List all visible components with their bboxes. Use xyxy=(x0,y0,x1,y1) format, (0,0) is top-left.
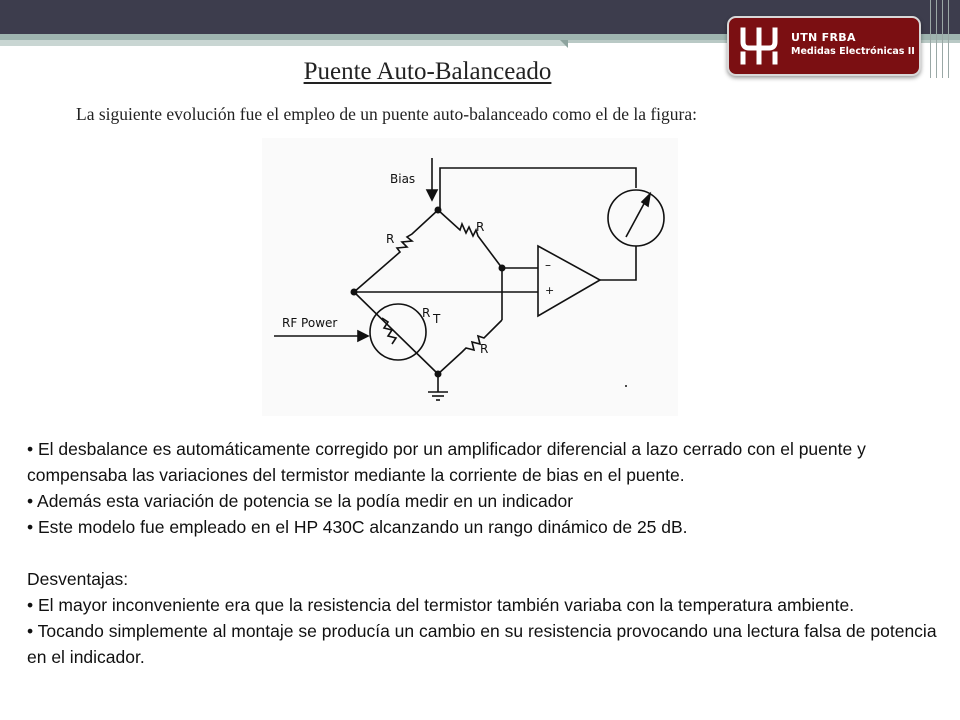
bias-label: Bias xyxy=(390,172,416,186)
feedback-wire xyxy=(440,168,636,208)
resistor-r-top-right xyxy=(438,210,502,268)
rf-arrow-icon xyxy=(358,331,368,341)
resistor-r-left xyxy=(354,210,438,292)
meter-needle xyxy=(626,200,646,237)
decor-line xyxy=(942,0,943,78)
disadvantage-item: • Tocando simplemente al montaje se producía un cambio en su resistencia provocando una lectura falsa de potencia en el indicador. xyxy=(27,621,937,667)
rf-power-label: RF Power xyxy=(282,316,338,330)
bias-arrow-icon xyxy=(427,190,437,200)
decor-line xyxy=(930,0,931,78)
node-right xyxy=(499,265,506,272)
slide-intro: La siguiente evolución fue el empleo de un puente auto-balanceado como el de la figura: xyxy=(76,104,698,124)
node-top xyxy=(435,207,442,214)
thermistor-icon xyxy=(370,304,426,360)
logo-title: UTN FRBA xyxy=(791,31,856,44)
banner-accent-strip-light xyxy=(0,40,568,46)
resistor-r-bottom-right xyxy=(438,320,502,374)
r-top-right-label: R xyxy=(476,220,485,234)
slide-title: Puente Auto-Balanceado xyxy=(303,58,552,85)
disadvantages-heading: Desventajas: xyxy=(27,569,129,589)
output-wire xyxy=(600,246,636,280)
bridge-circuit-figure xyxy=(262,138,678,416)
opamp-plus-label: + xyxy=(545,284,555,297)
circuit-diagram xyxy=(262,138,678,416)
opamp-icon xyxy=(538,246,600,316)
speck xyxy=(625,385,627,387)
bullet-item: • Además esta variación de potencia se la podía medir en un indicador xyxy=(27,491,574,511)
banner-fold xyxy=(560,40,568,48)
node-bottom xyxy=(435,371,442,378)
node-left xyxy=(351,289,358,296)
rt-label: R xyxy=(422,306,431,320)
decor-line xyxy=(936,0,937,78)
r-left-label: R xyxy=(386,232,395,246)
rt-subscript: T xyxy=(433,312,441,326)
disadvantage-item: • El mayor inconveniente era que la resistencia del termistor también variaba con la temperatura ambiente. xyxy=(27,595,855,615)
bullet-list xyxy=(27,436,947,670)
r-bottom-right-label: R xyxy=(480,342,489,356)
spacer xyxy=(27,540,947,566)
bullet-item: • Este modelo fue empleado en el HP 430C alcanzando un rango dinámico de 25 dB. xyxy=(27,517,688,537)
logo-subtitle: Medidas Electrónicas II xyxy=(791,46,915,57)
bullet-item: • El desbalance es automáticamente corregido por un amplificador diferencial a lazo cerrado con el puente y compensaba las variaciones del termistor mediante la corriente de bias en el puente. xyxy=(27,439,866,485)
decor-line xyxy=(948,0,949,78)
opamp-minus-label: – xyxy=(545,258,551,272)
